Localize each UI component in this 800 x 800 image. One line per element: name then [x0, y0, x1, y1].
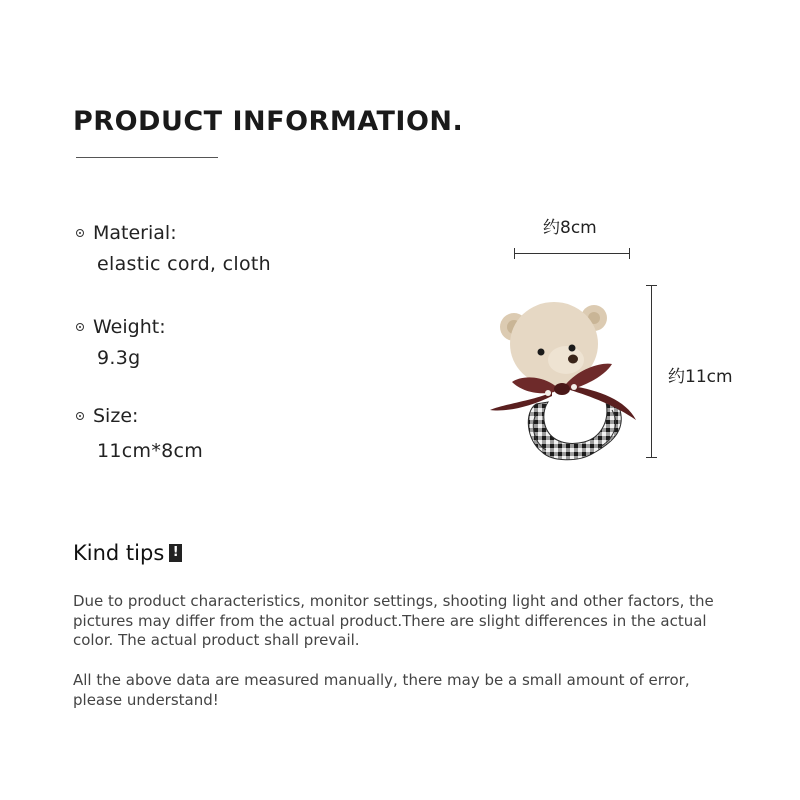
- target-bullet-icon: [76, 229, 84, 237]
- page-title: PRODUCT INFORMATION.: [73, 106, 464, 137]
- height-dimension-line: [651, 285, 652, 458]
- spec-label: Weight:: [93, 316, 166, 338]
- width-dimension-line: [514, 253, 630, 254]
- title-divider: [76, 157, 218, 158]
- target-bullet-icon: [76, 323, 84, 331]
- spec-label: Size:: [93, 405, 139, 427]
- spec-label: Material:: [93, 222, 177, 244]
- gingham-scrunchie: [528, 402, 621, 460]
- spec-size: [76, 403, 203, 464]
- width-dimension-label: 约8cm: [543, 218, 597, 238]
- height-dimension-tick: [646, 285, 657, 286]
- height-dimension-label: 约11cm: [668, 367, 733, 387]
- disclaimer-paragraph: Due to product characteristics, monitor settings, shooting light and other factors, the pictures may differ from the actual product.There are slight differences in the actual color. The actual product shall prevail.: [73, 592, 714, 649]
- kind-tips-title: Kind tips: [73, 541, 165, 565]
- height-dimension-tick: [646, 457, 657, 458]
- product-image: [486, 292, 638, 468]
- exclamation-icon: !: [169, 544, 182, 562]
- spec-value: elastic cord, cloth: [97, 253, 271, 275]
- kind-tips-heading: [73, 541, 182, 565]
- spec-value: 9.3g: [97, 347, 141, 369]
- width-dimension-tick: [629, 248, 630, 259]
- target-bullet-icon: [76, 412, 84, 420]
- spec-material: [76, 220, 271, 277]
- measurement-note: All the above data are measured manually, there may be a small amount of error, please understand!: [73, 671, 690, 709]
- spec-value: 11cm*8cm: [97, 440, 204, 462]
- width-dimension-tick: [514, 248, 515, 259]
- spec-weight: [76, 314, 166, 371]
